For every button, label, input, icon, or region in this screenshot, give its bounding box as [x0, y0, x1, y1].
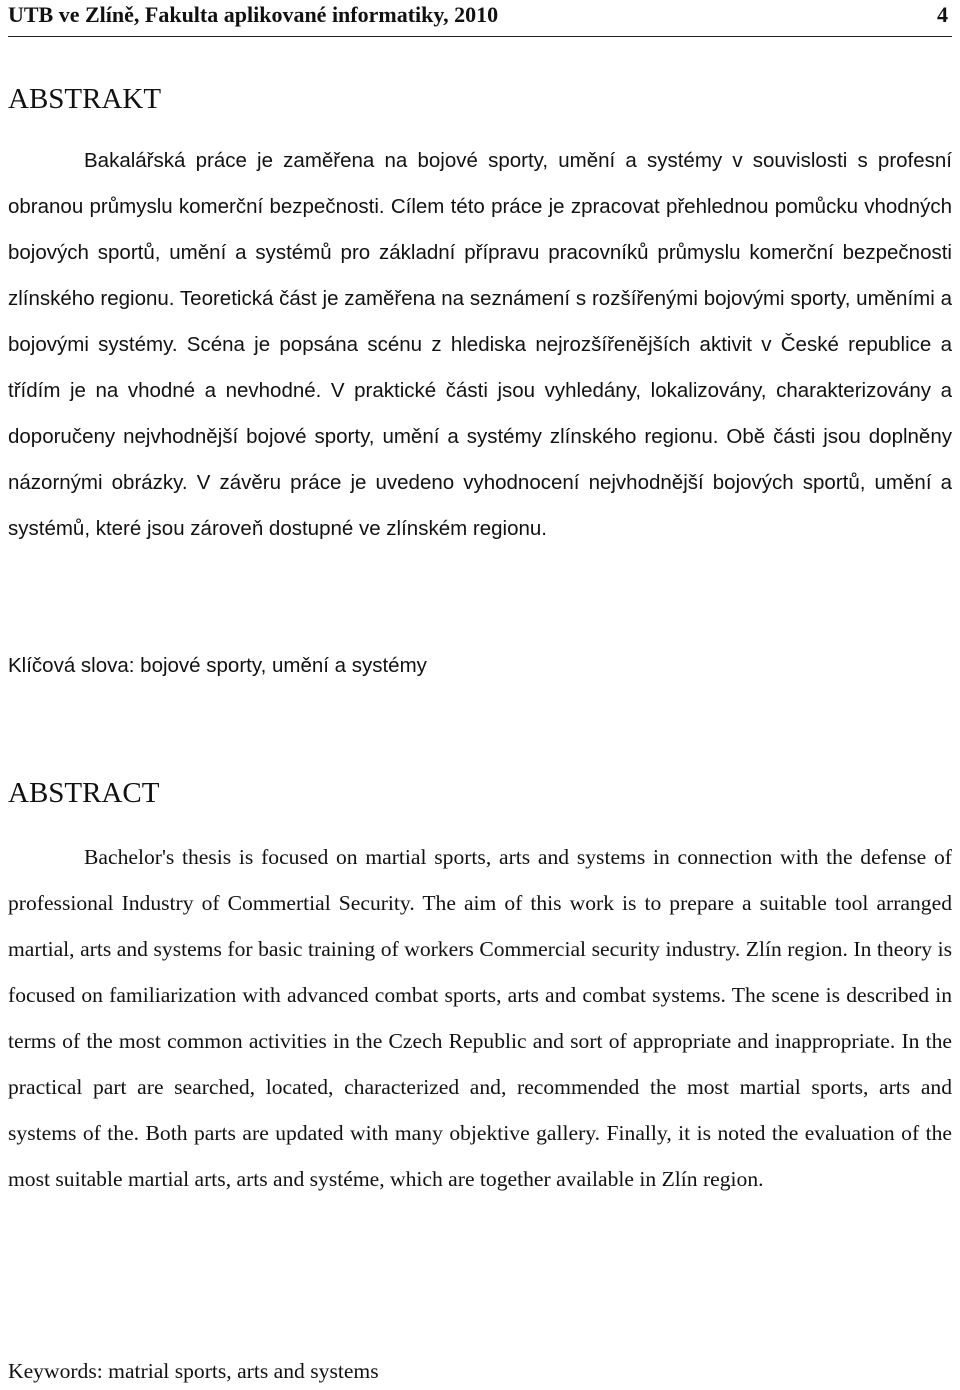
page-number: 4	[937, 2, 948, 27]
abstrakt-keywords: Klíčová slova: bojové sporty, umění a systémy	[8, 654, 427, 677]
page-header	[8, 0, 952, 37]
abstract-heading: ABSTRACT	[8, 777, 160, 809]
header-title: UTB ve Zlíně, Fakulta aplikované informatiky, 2010	[8, 2, 499, 27]
abstract-paragraph: Bachelor's thesis is focused on martial sports, arts and systems in connection with the defense of professional Industry of Commertial Security. The aim of this work is to prepare a suitable tool arranged martial, arts and systems for basic training of workers Commercial security industry. Zlín region. In theory is focused on familiarization with advanced combat sports, arts and combat systems. The scene is described in terms of the most common activities in the Czech Republic and sort of appropriate and inappropriate. In the practical part are searched, located, characterized and, recommended the most martial sports, arts and systems of the. Both parts are updated with many objektive gallery. Finally, it is noted the evaluation of the most suitable martial arts, arts and systéme, which are together available in Zlín region.	[8, 845, 952, 1191]
abstrakt-heading: ABSTRAKT	[8, 83, 162, 115]
abstrakt-paragraph: Bakalářská práce je zaměřena na bojové sporty, umění a systémy v souvislosti s profesní obranou průmyslu komerční bezpečnosti. Cílem této práce je zpracovat přehlednou pomůcku vhodných bojových sportů, umění a systémů pro základní přípravu pracovníků průmyslu komerční bezpečnosti zlínského regionu. Teoretická část je zaměřena na seznámení s rozšířenými bojovými sporty, uměními a bojovými systémy. Scéna je popsána scénu z hlediska nejrozšířenějších aktivit v České republice a třídím je na vhodné a nevhodné. V praktické části jsou vyhledány, lokalizovány, charakterizovány a doporučeny nejvhodnější bojové sporty, umění a systémy zlínského regionu. Obě části jsou doplněny názornými obrázky. V závěru práce je uvedeno vyhodnocení nejvhodnější bojových sportů, umění a systémů, které jsou zároveň dostupné ve zlínském regionu.	[8, 149, 952, 540]
abstract-keywords: Keywords: matrial sports, arts and systems	[8, 1359, 379, 1383]
